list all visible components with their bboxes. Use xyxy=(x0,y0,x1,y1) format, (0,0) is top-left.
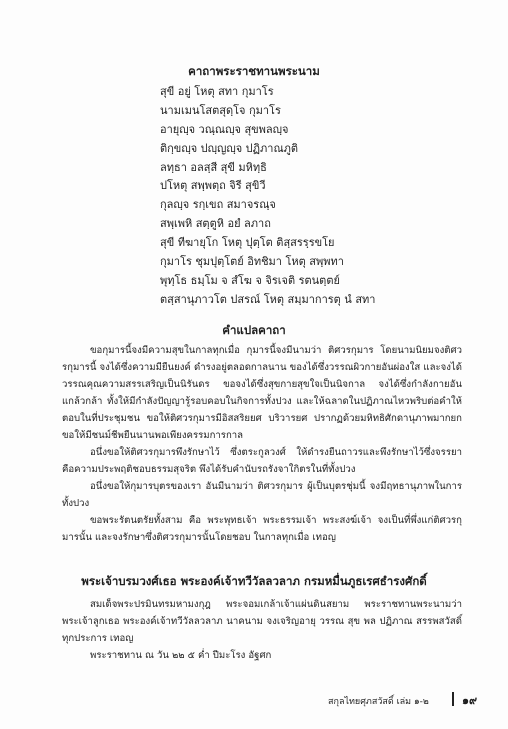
verse-line: ตสฺสานุภาวโต ปสรณ์ โหตุ สมฺมาการตุ นํ สทา xyxy=(160,292,376,306)
verse-line: ลทฺธา อลสฺสี สุขี มหิทฺธิ xyxy=(160,160,267,174)
document-title: คาถาพระราชทานพระนาม xyxy=(188,64,320,78)
verse-line: กุลญฺจ รกฺเขถ สมาจรณฺจ xyxy=(160,198,276,212)
footer-book-title: สกุลไทยศุภสวัสดิ์ เล่ม ๑-๒ xyxy=(328,697,429,707)
section-heading: พระเจ้าบรมวงศ์เธอ พระองค์เจ้าทวีวัลลวลาภ กรมหมื่นภูธเรศธำรงศักดิ์ xyxy=(81,574,427,588)
verse-line: สุขี ทีฆายุโก โหตุ ปุตฺโต ติสฺสรรฺรขโย xyxy=(160,236,335,250)
verse-block xyxy=(160,83,490,310)
translation-paragraph: อนึ่งขอให้ติศวรกุมารพึงรักษาไว้ ซึ่งตระกูลวงศ์ ให้ดำรงยืนถาวรและพึงรักษาไว้ซึ่งจรรยา คือความประพฤติชอบธรรมสุจริต พึงได้รับคำนับรถรังจาใกิตรในที่ทั้งปวง xyxy=(62,447,462,475)
closing-body xyxy=(62,596,462,664)
verse-line: อายุญฺจ วณฺณญฺจ สุขพลญฺจ xyxy=(160,122,289,136)
verse-line: ปโหตุ สพฺพตฺถ จิรี สุขิวี xyxy=(160,179,266,193)
verse-line: สุขี อยู่ โหตุ สทา กุมาโร xyxy=(160,85,274,98)
verse-line: กุมาโร ชุมปุตฺโตย์ อิทชิมา โหตุ สพฺพทา xyxy=(160,255,344,269)
page-number: ๑๙ xyxy=(462,694,478,707)
verse-line: นามเมนโสตสุดฺโจ กุมาโร xyxy=(160,103,281,117)
translation-paragraph: ขอกุมารนี้จงมีความสุขในกาลทุกเมื่อ กุมารนี้จงมีนามว่า ติศวรกุมาร โดยนามนิยมจงติศวรกุมารนี้ จงได้ซึ่งความมียืนยงค์ ดำรงอยู่ตลอดกาลนาน ของได้ซึ่งวรรณผิวกายอันผ่องใส และจงได้วรรณคุณความสรรเสริญเป็นนิรันดร ขอจงได้ซึ่งสุขกายสุขใจเป็นนิจกาล จงได้ซึ่งกำลังกายอันแกล้วกล้า ทั้งให้มีกำลังปัญญารู้รอบคอบในกิจการทั้งปวง และให้ฉลาดในปฏิภาณไหวพริบต่อคำให้ตอบในที่ประชุมชน ขอให้ติศวรกุมารมีอิสสริยยศ บริวารยศ ปรากฏด้วยมหิทธิศักดานุภาพมากยกขอให้มีชนม์ชีพยืนนานพอเพียงครรมการกาล xyxy=(62,345,462,441)
translation-heading: คำแปลคาถา xyxy=(222,323,286,337)
footer-divider xyxy=(452,692,454,706)
verse-line: พุทฺโธ ธมฺโม จ สํโฆ จ จิรเจติ รตนตฺตย์ xyxy=(160,273,340,287)
translation-body xyxy=(62,342,462,546)
closing-paragraph: สมเด็จพระปรมินทรมหามงกุฎ พระจอมเกล้าเจ้าแผ่นดินสยาม พระราชทานพระนามว่าพระเจ้าลูกเธอ พระองค์เจ้าทวีวัลลวลาภ นาคนาม จงเจริญอายุ วรรณ สุข พล ปฏิภาณ สรรพสวัสดิ์ทุกประการ เทอญ xyxy=(62,599,462,644)
closing-date: พระราชทาน ณ วัน ๒๒ ๕ ค่ำ ปีมะโรง อัฐศก xyxy=(90,650,272,661)
verse-line: ติกฺขญฺจ ปญฺญญฺจ ปฏิภาณภูติ xyxy=(160,141,299,155)
verse-line: สพฺเพหิ สตฺตูหิ อยํ ลภาถ xyxy=(160,217,271,231)
translation-paragraph: อนึ่งขอให้กุมารบุตรของเรา อันมีนามว่า ติศวรกุมาร ผู้เป็นบุตรชุ่มนี้ จงมีฤทธานุภาพในการทั้งปวง xyxy=(62,481,462,509)
translation-paragraph: ขอพระรัตนตรัยทั้งสาม คือ พระพุทธเจ้า พระธรรมเจ้า พระสงฆ์เจ้า จงเป็นที่พึ่งแก่ติศวรกุมารนั้น และจงรักษาซึ่งติศวรกุมารนั้นโดยชอบ ในกาลทุกเมื่อ เทอญ xyxy=(62,515,462,543)
